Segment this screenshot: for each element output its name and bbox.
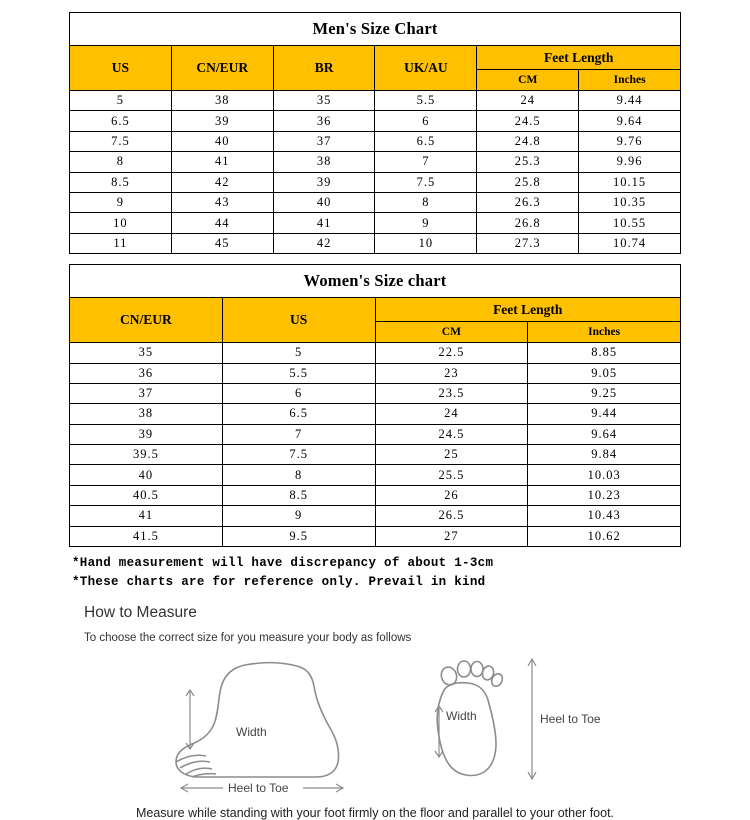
how-to-measure-subtitle: To choose the correct size for you measure your body as follows [84, 632, 412, 645]
mens-header-uk-au: UK/AU [375, 46, 477, 91]
disclaimer-notes [72, 554, 750, 592]
cell-inches: 10.03 [528, 465, 681, 485]
cell-cm: 22.5 [375, 343, 528, 363]
mens-chart-title: Men's Size Chart [70, 13, 681, 46]
table-row [70, 383, 681, 403]
womens-size-chart-block [69, 254, 681, 547]
table-row [70, 152, 681, 172]
cell-inches: 10.62 [528, 526, 681, 546]
cell-us: 10 [70, 213, 172, 233]
mens-size-table [69, 12, 681, 254]
womens-subheader-inches: Inches [528, 322, 681, 343]
cell-cn-eur: 42 [171, 172, 273, 192]
cell-uk-au: 6 [375, 111, 477, 131]
cell-cn-eur: 39 [171, 111, 273, 131]
cell-br: 39 [273, 172, 375, 192]
cell-cn-eur: 38 [70, 404, 223, 424]
cell-us: 8 [222, 465, 375, 485]
cell-us: 5.5 [222, 363, 375, 383]
cell-cn-eur: 35 [70, 343, 223, 363]
cell-uk-au: 7.5 [375, 172, 477, 192]
mens-title-row [70, 13, 681, 46]
cell-inches: 10.15 [579, 172, 681, 192]
womens-header-feet-length: Feet Length [375, 298, 681, 322]
top-view-width-label: Width [446, 709, 477, 724]
cell-cm: 23.5 [375, 383, 528, 403]
table-row [70, 233, 681, 253]
cell-cm: 27 [375, 526, 528, 546]
cell-uk-au: 5.5 [375, 91, 477, 111]
table-row [70, 404, 681, 424]
cell-us: 11 [70, 233, 172, 253]
cell-cn-eur: 40.5 [70, 485, 223, 505]
cell-br: 35 [273, 91, 375, 111]
womens-size-table [69, 264, 681, 547]
table-row [70, 91, 681, 111]
measure-footer-note: Measure while standing with your foot firmly on the floor and parallel to your other foot. [135, 806, 615, 820]
womens-chart-title: Women's Size chart [70, 265, 681, 298]
cell-cn-eur: 38 [171, 91, 273, 111]
how-to-measure-title: How to Measure [84, 604, 197, 622]
cell-cm: 24.8 [477, 131, 579, 151]
how-to-measure-section [84, 604, 750, 644]
cell-cm: 24.5 [375, 424, 528, 444]
table-row [70, 343, 681, 363]
cell-cm: 25.3 [477, 152, 579, 172]
cell-inches: 9.64 [528, 424, 681, 444]
womens-title-row [70, 265, 681, 298]
cell-cn-eur: 41.5 [70, 526, 223, 546]
cell-br: 37 [273, 131, 375, 151]
note-line-2: *These charts are for reference only. Prevail in kind [72, 575, 486, 590]
cell-inches: 10.35 [579, 192, 681, 212]
cell-inches: 10.23 [528, 485, 681, 505]
cell-inches: 9.44 [528, 404, 681, 424]
table-row [70, 131, 681, 151]
cell-br: 40 [273, 192, 375, 212]
measurement-diagram [40, 650, 660, 800]
table-row [70, 445, 681, 465]
cell-us: 9.5 [222, 526, 375, 546]
cell-uk-au: 9 [375, 213, 477, 233]
side-view-length-label: Heel to Toe [228, 781, 289, 796]
cell-inches: 8.85 [528, 343, 681, 363]
cell-cm: 25.5 [375, 465, 528, 485]
cell-uk-au: 10 [375, 233, 477, 253]
cell-cn-eur: 44 [171, 213, 273, 233]
cell-us: 5 [70, 91, 172, 111]
cell-br: 42 [273, 233, 375, 253]
cell-inches: 9.84 [528, 445, 681, 465]
cell-inches: 10.55 [579, 213, 681, 233]
cell-cm: 24 [477, 91, 579, 111]
cell-inches: 9.64 [579, 111, 681, 131]
side-view-width-label: Width [236, 725, 267, 740]
table-row [70, 506, 681, 526]
cell-us: 7.5 [70, 131, 172, 151]
womens-header-cn-eur: CN/EUR [70, 298, 223, 343]
cell-us: 9 [70, 192, 172, 212]
mens-header-cn-eur: CN/EUR [171, 46, 273, 91]
cell-cm: 26 [375, 485, 528, 505]
table-row [70, 111, 681, 131]
cell-uk-au: 7 [375, 152, 477, 172]
cell-us: 6.5 [70, 111, 172, 131]
table-row [70, 363, 681, 383]
cell-cn-eur: 40 [171, 131, 273, 151]
cell-us: 6 [222, 383, 375, 403]
cell-cn-eur: 36 [70, 363, 223, 383]
mens-size-chart-block [69, 0, 681, 254]
cell-us: 9 [222, 506, 375, 526]
mens-subheader-inches: Inches [579, 70, 681, 91]
womens-subheader-cm: CM [375, 322, 528, 343]
cell-cm: 26.3 [477, 192, 579, 212]
cell-inches: 9.76 [579, 131, 681, 151]
cell-cn-eur: 40 [70, 465, 223, 485]
cell-br: 38 [273, 152, 375, 172]
cell-cn-eur: 37 [70, 383, 223, 403]
cell-inches: 10.74 [579, 233, 681, 253]
cell-cm: 24 [375, 404, 528, 424]
cell-us: 8.5 [222, 485, 375, 505]
cell-cn-eur: 39 [70, 424, 223, 444]
womens-header-row [70, 298, 681, 322]
cell-inches: 9.44 [579, 91, 681, 111]
cell-cm: 26.8 [477, 213, 579, 233]
cell-br: 41 [273, 213, 375, 233]
side-view-width-dimension [186, 690, 194, 749]
womens-header-us: US [222, 298, 375, 343]
cell-inches: 10.43 [528, 506, 681, 526]
cell-inches: 9.96 [579, 152, 681, 172]
note-line-1: *Hand measurement will have discrepancy of about 1-3cm [72, 556, 494, 571]
cell-us: 7.5 [222, 445, 375, 465]
table-row [70, 526, 681, 546]
table-row [70, 485, 681, 505]
cell-cm: 27.3 [477, 233, 579, 253]
table-row [70, 213, 681, 233]
top-view-length-dimension [528, 659, 536, 779]
cell-cm: 26.5 [375, 506, 528, 526]
cell-cn-eur: 43 [171, 192, 273, 212]
cell-us: 8.5 [70, 172, 172, 192]
cell-uk-au: 6.5 [375, 131, 477, 151]
cell-cm: 25 [375, 445, 528, 465]
top-view-length-label: Heel to Toe [540, 712, 601, 727]
side-view-foot-icon [176, 663, 339, 777]
cell-cn-eur: 41 [171, 152, 273, 172]
cell-cm: 25.8 [477, 172, 579, 192]
mens-subheader-cm: CM [477, 70, 579, 91]
cell-us: 7 [222, 424, 375, 444]
table-row [70, 192, 681, 212]
table-row [70, 172, 681, 192]
cell-cn-eur: 45 [171, 233, 273, 253]
table-row [70, 424, 681, 444]
mens-header-row [70, 46, 681, 70]
cell-br: 36 [273, 111, 375, 131]
cell-inches: 9.25 [528, 383, 681, 403]
cell-us: 6.5 [222, 404, 375, 424]
cell-us: 8 [70, 152, 172, 172]
cell-cm: 23 [375, 363, 528, 383]
cell-cm: 24.5 [477, 111, 579, 131]
cell-inches: 9.05 [528, 363, 681, 383]
cell-cn-eur: 41 [70, 506, 223, 526]
table-row [70, 465, 681, 485]
mens-header-br: BR [273, 46, 375, 91]
cell-cn-eur: 39.5 [70, 445, 223, 465]
mens-header-feet-length: Feet Length [477, 46, 681, 70]
mens-header-us: US [70, 46, 172, 91]
cell-uk-au: 8 [375, 192, 477, 212]
cell-us: 5 [222, 343, 375, 363]
